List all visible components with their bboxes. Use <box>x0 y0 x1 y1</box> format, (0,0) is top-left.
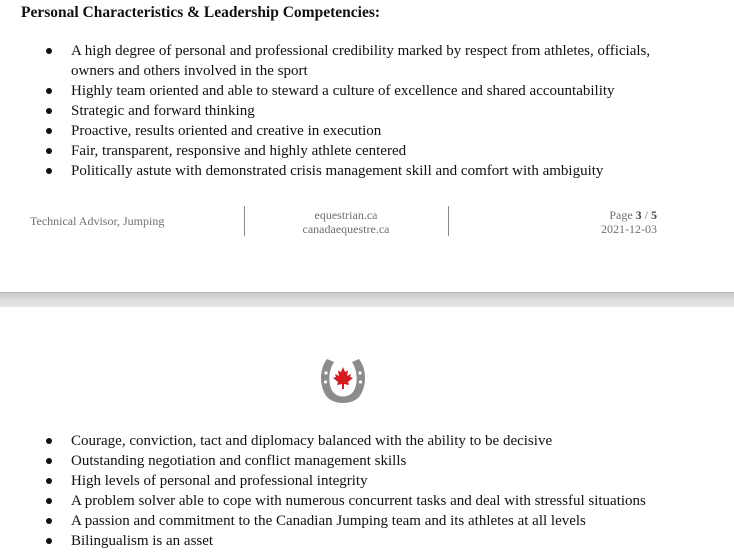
bullet-icon <box>46 438 52 444</box>
list-item <box>0 141 700 161</box>
bullet-icon <box>46 108 52 114</box>
list-item <box>0 41 700 81</box>
competencies-list <box>0 41 700 181</box>
list-item-text: A high degree of personal and professional credibility marked by respect from athletes, officials, owners and others involved in the sport <box>71 43 651 79</box>
list-item <box>0 491 700 511</box>
competencies-list-continued <box>0 431 700 551</box>
bullet-icon <box>46 128 52 134</box>
bullet-icon <box>46 148 52 154</box>
list-item-text: Fair, transparent, responsive and highly athlete centered <box>71 143 407 159</box>
list-item-text: A passion and commitment to the Canadian Jumping team and its athletes at all levels <box>71 513 586 529</box>
footer-websites <box>246 208 446 236</box>
list-item <box>0 431 700 451</box>
page-total: 5 <box>651 208 657 222</box>
list-item-text: Bilingualism is an asset <box>71 533 214 549</box>
list-item-text: Proactive, results oriented and creative in execution <box>71 123 382 139</box>
bullet-icon <box>46 498 52 504</box>
document-page-4 <box>0 307 734 558</box>
list-item <box>0 121 700 141</box>
bullet-icon <box>46 518 52 524</box>
footer-divider <box>244 206 245 236</box>
list-item-text: Highly team oriented and able to steward a culture of excellence and shared accountability <box>71 83 615 99</box>
page-separator-gap <box>0 292 734 308</box>
bullet-icon <box>46 168 52 174</box>
list-item-text: Strategic and forward thinking <box>71 103 255 119</box>
page-prefix: Page <box>609 208 636 222</box>
bullet-icon <box>46 478 52 484</box>
footer-divider <box>448 206 449 236</box>
list-item-text: Outstanding negotiation and conflict management skills <box>71 453 407 469</box>
bullet-icon <box>46 458 52 464</box>
section-heading: Personal Characteristics & Leadership Competencies: <box>21 4 381 21</box>
horseshoe-maple-leaf-icon <box>318 355 368 407</box>
page-footer <box>0 205 734 241</box>
list-item-text: High levels of personal and professional integrity <box>71 473 368 489</box>
list-item <box>0 511 700 531</box>
footer-website-link[interactable]: equestrian.ca <box>314 208 378 222</box>
page-separator: / <box>641 208 651 222</box>
footer-date: 2021-12-03 <box>601 222 657 236</box>
list-item-text: A problem solver able to cope with numerous concurrent tasks and deal with stressful situations <box>71 493 646 509</box>
list-item <box>0 101 700 121</box>
footer-page-info <box>601 208 657 236</box>
list-item <box>0 471 700 491</box>
list-item <box>0 531 700 551</box>
bullet-icon <box>46 48 52 54</box>
bullet-icon <box>46 538 52 544</box>
footer-website-link[interactable]: canadaequestre.ca <box>302 222 390 236</box>
page-number <box>601 208 657 222</box>
footer-job-title: Technical Advisor, Jumping <box>30 214 165 228</box>
page-current: 3 <box>635 208 642 222</box>
list-item <box>0 451 700 471</box>
list-item-text: Courage, conviction, tact and diplomacy balanced with the ability to be decisive <box>71 433 553 449</box>
list-item-text: Politically astute with demonstrated crisis management skill and comfort with ambiguity <box>71 163 604 179</box>
bullet-icon <box>46 88 52 94</box>
list-item <box>0 161 700 181</box>
list-item <box>0 81 700 101</box>
